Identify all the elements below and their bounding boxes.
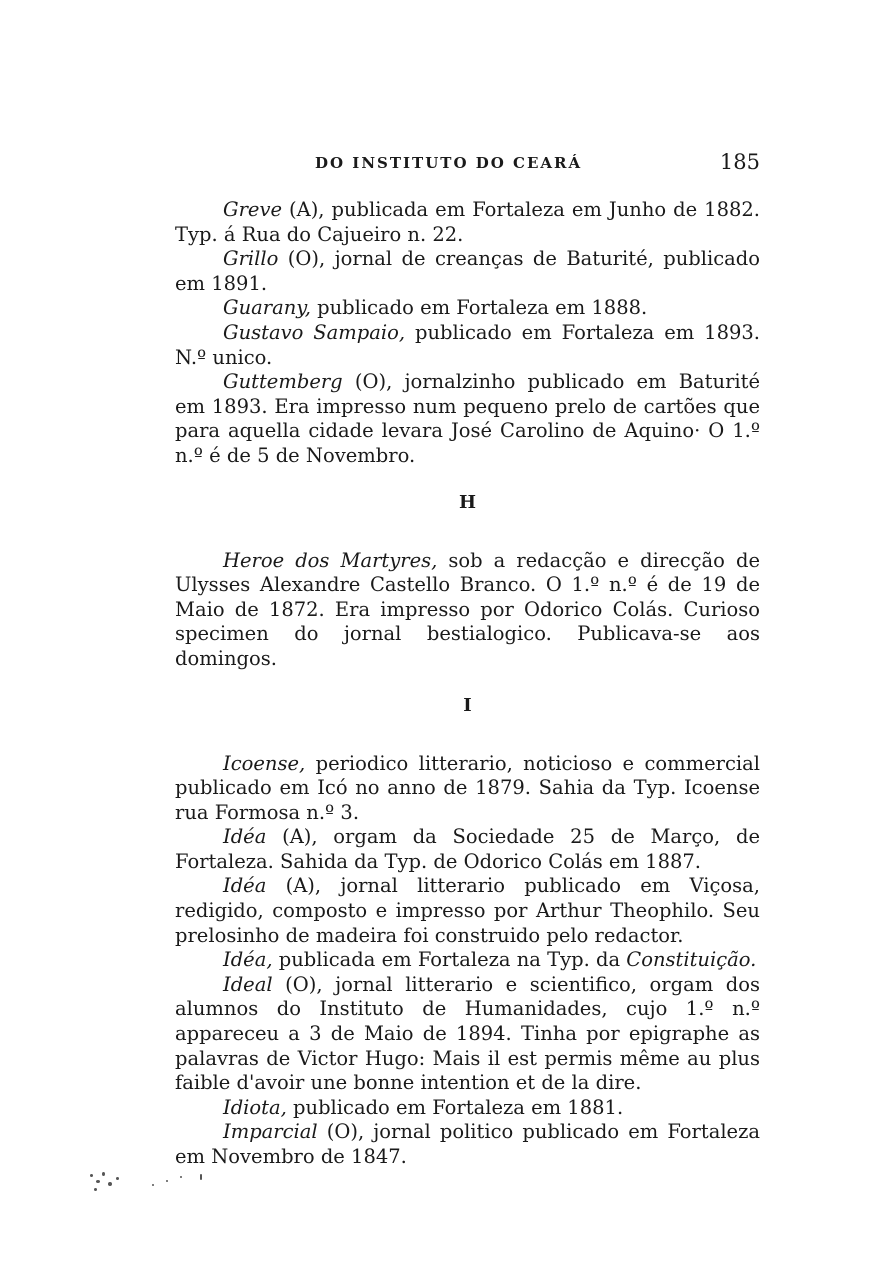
entry-ideal (175, 973, 760, 1096)
entry-title: Icoense, (223, 751, 306, 775)
entry-text: (O), jornal de creanças de Baturité, publicado em 1891. (175, 247, 760, 295)
entry-title: Greve (223, 198, 282, 221)
entry-text: (O), jornal politico publicado em Fortaleza em Novembro de 1847. (175, 1120, 760, 1168)
entry-text: sob a redacção e direcção de Ulysses Alexandre Castello Branco. O 1.º n.º é de 19 de Maio de 1872. Era impresso por Odorico Colás. Curioso specimen do jornal bestialogico. Publicava-se aos domingos. (175, 548, 760, 670)
entry-gustavo-sampaio (175, 321, 760, 370)
entry-title-secondary: Constituição. (626, 948, 757, 972)
entry-text: (A), publicada em Fortaleza em Junho de 1882. Typ. á Rua do Cajueiro n. 22. (175, 198, 760, 246)
entry-text: (O), jornalzinho publicado em Baturité em 1893. Era impresso num pequeno prelo de cartões que para aquella cidade levara José Carolino de Aquino· O 1.º n.º é de 5 de Novembro. (175, 370, 760, 467)
entry-title: Ideal (223, 972, 273, 996)
entry-title: Gustavo Sampaio, (223, 320, 406, 344)
section-heading-h: H (458, 491, 476, 513)
section-spacer (175, 469, 760, 491)
entry-title: Idiota, (223, 1095, 287, 1119)
speckle-dot (96, 1180, 100, 1183)
speckle-dot (102, 1172, 105, 1176)
entry-text: (O), jornal litterario e scientifico, orgam dos alumnos do Instituto de Humanidades, cujo 1.º n.º appareceu a 3 de Maio de 1894. Tinha por epigraphe as palavras de Victor Hugo: Mais il est permis même au plus faible d'avoir une bonne intention et de la dire. (175, 972, 760, 1095)
entry-title: Idéa (223, 825, 267, 849)
section-spacer (175, 672, 760, 694)
entry-title: Grillo (223, 247, 279, 271)
speckle-dot (200, 1174, 202, 1180)
entry-title: Idéa (223, 874, 267, 898)
section-spacer (175, 515, 760, 549)
page-header (175, 150, 760, 180)
section-heading-i: I (463, 694, 472, 716)
entry-text: (A), jornal litterario publicado em Viçosa, redigido, composto e impresso por Arthur Theophilo. Seu prelosinho de madeira foi construido pelo redactor. (175, 874, 760, 947)
page-body (175, 198, 760, 1170)
entry-icoense (175, 752, 760, 826)
entry-guarany (175, 296, 760, 321)
entry-text: publicada em Fortaleza na Typ. da (272, 948, 627, 972)
entry-text: publicado em Fortaleza em 1888. (310, 296, 648, 320)
entry-idea-fortaleza (175, 825, 760, 874)
entry-idiota (175, 1096, 760, 1121)
scan-speckle-mark (88, 1168, 218, 1196)
running-title: DO INSTITUTO DO CEARÁ (315, 154, 583, 172)
speckle-dot (180, 1176, 182, 1178)
speckle-dot (166, 1180, 168, 1182)
entry-heroe-dos-martyres (175, 549, 760, 672)
entry-imparcial (175, 1120, 760, 1169)
speckle-dot (108, 1182, 112, 1186)
entry-guttemberg (175, 370, 760, 468)
speckle-dot (116, 1177, 119, 1180)
entry-idea-vicosa (175, 874, 760, 948)
entry-title: Guarany, (223, 296, 311, 320)
entry-idea-constituicao (175, 948, 760, 973)
speckle-dot (152, 1184, 154, 1186)
speckle-dot (94, 1188, 97, 1191)
entry-text: periodico litterario, noticioso e commercial publicado em Icó no anno de 1879. Sahia da Typ. Icoense rua Formosa n.º 3. (175, 751, 760, 824)
entry-title: Guttemberg (223, 370, 343, 394)
speckle-dot (90, 1174, 93, 1177)
entry-title: Idéa, (223, 948, 273, 972)
section-spacer (175, 718, 760, 752)
entry-text: publicado em Fortaleza em 1881. (286, 1095, 624, 1119)
entry-title: Heroe dos Martyres, (223, 548, 438, 572)
page-number: 185 (719, 150, 760, 174)
entry-title: Imparcial (223, 1120, 318, 1144)
entry-text: (A), orgam da Sociedade 25 de Março, de Fortaleza. Sahida da Typ. de Odorico Colás em 1887. (175, 825, 760, 873)
entry-text: publicado em Fortaleza em 1893. N.º unico. (175, 320, 760, 369)
entry-grillo (175, 247, 760, 296)
entry-greve (175, 198, 760, 247)
